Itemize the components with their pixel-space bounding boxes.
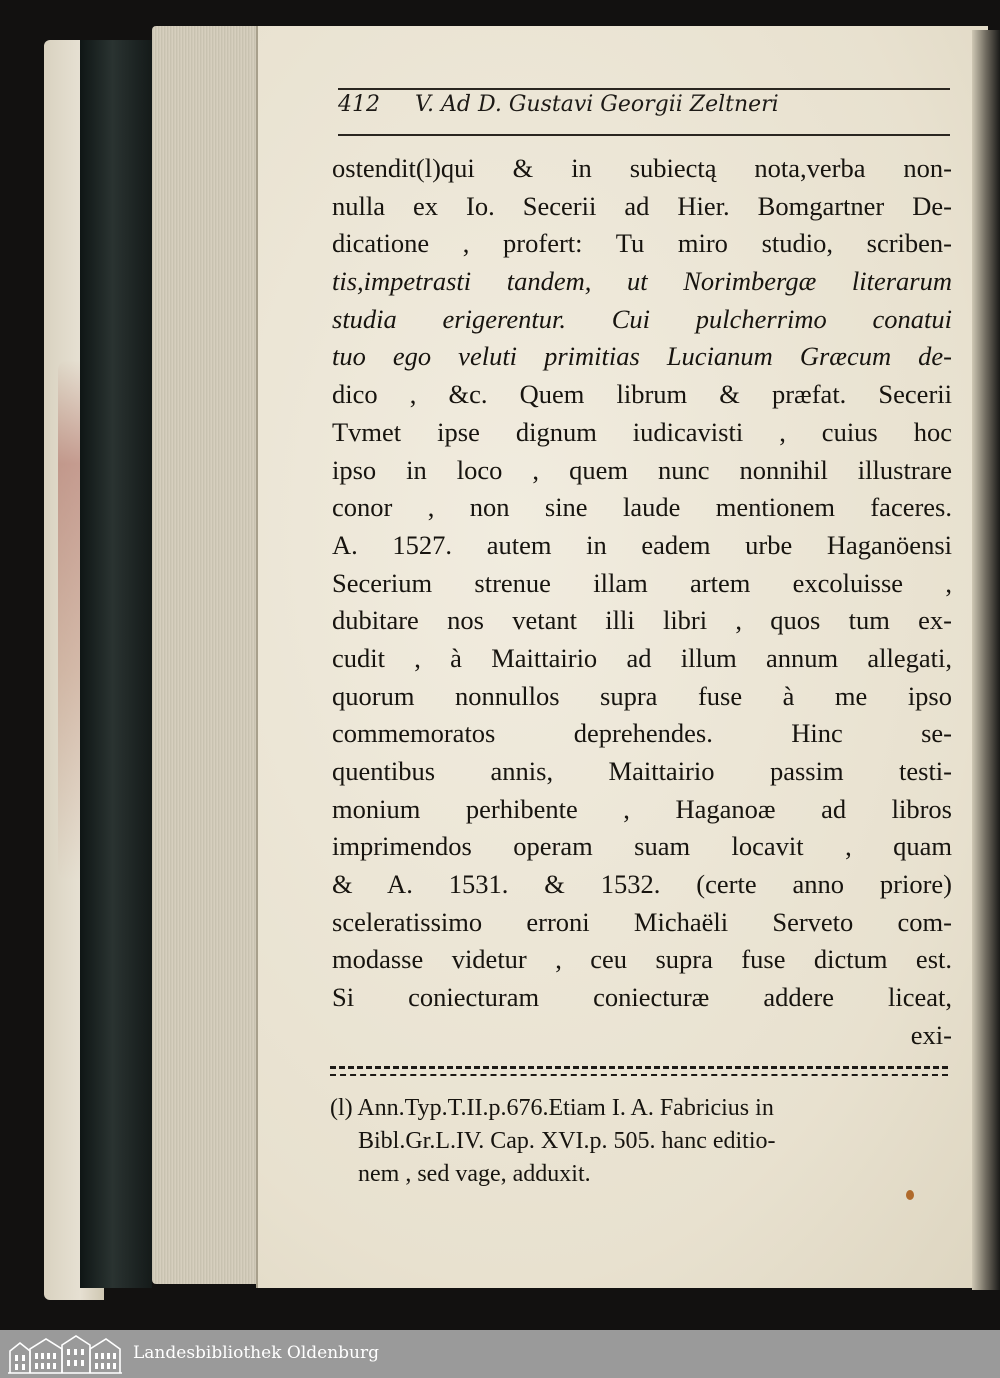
text-line: ostendit(l)qui & in subiectą nota,verba non-: [332, 153, 952, 183]
text-line: ipso in loco , quem nunc nonnihil illustrare: [332, 454, 952, 485]
text-line: & A. 1531. & 1532. (certe anno priore): [332, 869, 952, 900]
library-name: Landesbibliothek Oldenburg: [133, 1343, 380, 1363]
text-line: quorum nonnullos supra fuse à me ipso: [332, 680, 952, 711]
library-footer: [0, 1330, 1000, 1378]
text-line: cudit , à Maittairio ad illum annum allegati,: [332, 642, 952, 673]
catchword: exi-: [910, 1019, 952, 1050]
header-rule-top: [338, 88, 950, 90]
text-line: sceleratissimo erroni Michaëli Serveto com-: [332, 906, 952, 937]
text-line: studia erigerentur. Cui pulcherrimo conatui: [332, 303, 952, 334]
page-number: 412: [338, 92, 380, 117]
text-line: nulla ex Io. Secerii ad Hier. Bomgartner De-: [332, 190, 952, 221]
text-line: tuo ego veluti primitias Lucianum Græcum de-: [332, 341, 952, 372]
text-line: dubitare nos vetant illi libri , quos tum ex-: [332, 605, 952, 636]
footnote-separator: [330, 1066, 948, 1076]
book-spine: [80, 40, 152, 1288]
text-line: modasse videtur , ceu supra fuse dictum est.: [332, 944, 952, 975]
running-title: V. Ad D. Gustavi Georgii Zeltneri: [415, 92, 779, 117]
text-line: quentibus annis, Maittairio passim testi-: [332, 756, 952, 786]
running-head: [338, 92, 950, 132]
library-building-icon: [6, 1333, 124, 1375]
text-line: Si coniecturam coniecturæ addere liceat,: [332, 982, 952, 1013]
text-line: tis,impetrasti tandem, ut Norimbergæ literarum: [332, 266, 952, 297]
text-line: monium perhibente , Haganoæ ad libros: [332, 793, 952, 824]
footnote-line: nem , sed vage, adduxit.: [358, 1161, 591, 1187]
header-rule-bottom: [338, 134, 950, 136]
footnote-line: Bibl.Gr.L.IV. Cap. XVI.p. 505. hanc editio-: [358, 1128, 776, 1154]
ink-spot: [906, 1190, 914, 1200]
footnote: [330, 1092, 950, 1191]
page-edges: [152, 26, 260, 1284]
text-line: commemoratos deprehendes. Hinc se-: [332, 718, 952, 749]
text-line: dico , &c. Quem librum & præfat. Secerii: [332, 379, 952, 410]
text-line: imprimendos operam suam locavit , quam: [332, 831, 952, 862]
footnote-line: (l) Ann.Typ.T.II.p.676.Etiam I. A. Fabricius in: [330, 1095, 774, 1121]
text-line: Tvmet ipse dignum iudicavisti , cuius hoc: [332, 416, 952, 447]
text-line: conor , non sine laude mentionem faceres.: [332, 492, 952, 523]
text-line: A. 1527. autem in eadem urbe Haganöensi: [332, 529, 952, 560]
text-line: Secerium strenue illam artem excoluisse ,: [332, 567, 952, 598]
main-text: [332, 150, 952, 1055]
page-gutter-shadow: [972, 30, 1000, 1290]
text-line: dicatione , profert: Tu miro studio, scriben-: [332, 228, 952, 259]
